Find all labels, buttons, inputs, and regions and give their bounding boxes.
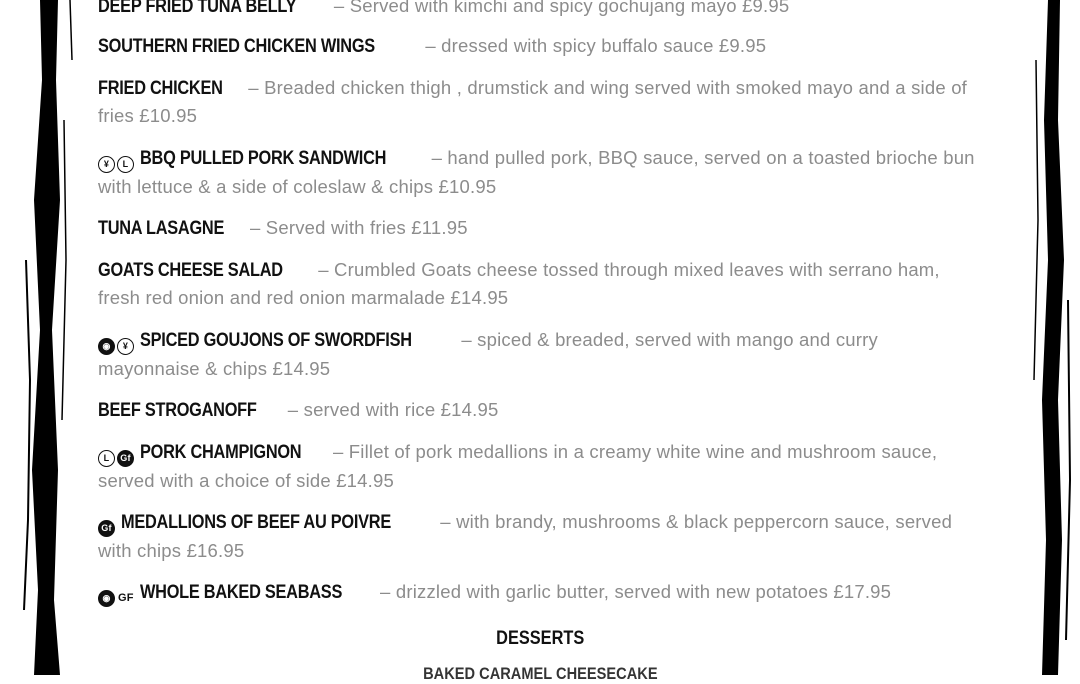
desserts-heading-text: DESSERTS: [495, 628, 585, 649]
menu-item-description: – drizzled with garlic butter, served with new potatoes £17.95: [374, 581, 892, 602]
menu-item-name: DEEP FRIED TUNA BELLY: [98, 0, 297, 17]
menu-item: [98, 74, 978, 129]
menu-item-description: – Served with fries £11.95: [244, 217, 468, 238]
menu-item: [98, 0, 978, 20]
menu-item-name: WHOLE BAKED SEABASS: [139, 582, 342, 603]
wheat-icon: ¥: [98, 156, 115, 173]
fish-icon: ◉: [98, 338, 115, 355]
menu-item-name: GOATS CHEESE SALAD: [98, 260, 283, 281]
dietary-icons: [98, 520, 115, 537]
menu-item: [98, 508, 978, 564]
menu-item-name: BBQ PULLED PORK SANDWICH: [140, 148, 387, 169]
menu-item-name: SOUTHERN FRIED CHICKEN WINGS: [98, 36, 375, 57]
partial-dessert-item-text: BAKED CARAMEL CHEESECAKE: [422, 664, 658, 683]
partial-dessert-item: [0, 664, 1080, 684]
dietary-icons: [98, 450, 134, 467]
menu-item-name: PORK CHAMPIGNON: [140, 442, 302, 463]
desserts-heading: [0, 628, 1080, 650]
dietary-icons: [98, 156, 134, 173]
menu-item-description: – Breaded chicken thigh , drumstick and wing served with smoked mayo and a side of fries £10.95: [98, 77, 968, 126]
menu-item-description: – hand pulled pork, BBQ sauce, served on a toasted brioche bun with lettuce & a side of coleslaw & chips £10.95: [98, 147, 975, 197]
dietary-icons: [98, 338, 134, 355]
menu-item-description: – dressed with spicy buffalo sauce £9.95: [420, 35, 767, 56]
menu-item-description: – served with rice £14.95: [282, 399, 499, 420]
brush-border-right: [1020, 0, 1080, 675]
menu-item-description: – spiced & breaded, served with mango and curry mayonnaise & chips £14.95: [98, 329, 878, 379]
menu-item-name: FRIED CHICKEN: [98, 78, 223, 99]
dietary-icons: [98, 590, 134, 607]
menu-item: [98, 144, 978, 200]
menu-item-description: – Served with kimchi and spicy gochujang mayo £9.95: [328, 0, 790, 16]
menu-item: [98, 438, 978, 494]
menu-item: [98, 214, 978, 242]
lactose-icon: L: [98, 450, 115, 467]
gluten-free-icon: Gf: [98, 520, 115, 537]
menu-item: [98, 578, 978, 607]
lactose-icon: L: [117, 156, 134, 173]
fish-icon: ◉: [98, 590, 115, 607]
wheat-icon: ¥: [117, 338, 134, 355]
menu-item: [98, 32, 978, 60]
menu-item: [98, 256, 978, 311]
menu-item-description: – Fillet of pork medallions in a creamy white wine and mushroom sauce, served with a choice of side £14.95: [98, 441, 938, 491]
gluten-free-icon: Gf: [117, 450, 134, 467]
menu-item: [98, 326, 978, 382]
menu-item: [98, 396, 978, 424]
menu-item-description: – Crumbled Goats cheese tossed through mixed leaves with serrano ham, fresh red onion and red onion marmalade £14.95: [98, 259, 940, 308]
gf-text-icon: GF: [118, 592, 134, 604]
brush-border-left: [0, 0, 90, 675]
menu-item-description: – with brandy, mushrooms & black peppercorn sauce, served with chips £16.95: [98, 511, 953, 561]
menu-item-name: MEDALLIONS OF BEEF AU POIVRE: [121, 512, 391, 533]
menu-item-name: SPICED GOUJONS OF SWORDFISH: [140, 330, 412, 351]
menu-item-name: TUNA LASAGNE: [98, 218, 225, 239]
menu-item-name: BEEF STROGANOFF: [98, 400, 257, 421]
